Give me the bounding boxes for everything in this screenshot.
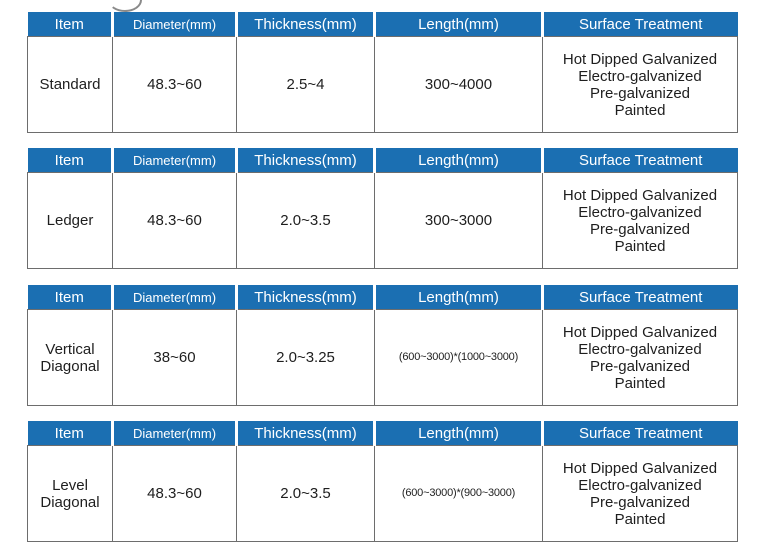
treatment-line: Electro-galvanized bbox=[578, 476, 702, 494]
item-cell bbox=[28, 310, 113, 406]
spec-table-vertical-diagonal bbox=[27, 285, 738, 406]
item-line: Diagonal bbox=[40, 357, 100, 375]
table-row bbox=[28, 37, 738, 133]
thickness-cell: 2.0~3.25 bbox=[237, 310, 375, 406]
header-length: Length(mm) bbox=[375, 148, 543, 173]
header-thickness: Thickness(mm) bbox=[237, 421, 375, 446]
spec-table-standard bbox=[27, 12, 738, 133]
item-line: Vertical bbox=[45, 340, 95, 358]
table-header-row bbox=[28, 148, 738, 173]
treatment-line: Pre-galvanized bbox=[589, 84, 691, 102]
diameter-cell: 48.3~60 bbox=[113, 446, 237, 542]
treatment-line: Painted bbox=[614, 237, 666, 255]
diameter-cell: 48.3~60 bbox=[113, 173, 237, 269]
thickness-cell: 2.5~4 bbox=[237, 37, 375, 133]
header-surface-treatment: Surface Treatment bbox=[543, 421, 738, 446]
table-row bbox=[28, 446, 738, 542]
header-length: Length(mm) bbox=[375, 12, 543, 37]
treatment-line: Pre-galvanized bbox=[589, 493, 691, 511]
thickness-cell: 2.0~3.5 bbox=[237, 446, 375, 542]
header-thickness: Thickness(mm) bbox=[237, 12, 375, 37]
surface-treatment-cell bbox=[543, 446, 738, 542]
table-header-row bbox=[28, 12, 738, 37]
header-thickness: Thickness(mm) bbox=[237, 148, 375, 173]
header-item: Item bbox=[28, 285, 113, 310]
treatment-line: Electro-galvanized bbox=[578, 340, 702, 358]
treatment-line: Painted bbox=[614, 374, 666, 392]
surface-treatment-cell bbox=[543, 37, 738, 133]
treatment-line: Hot Dipped Galvanized bbox=[562, 323, 718, 341]
header-item: Item bbox=[28, 421, 113, 446]
header-diameter: Diameter(mm) bbox=[113, 12, 237, 37]
length-cell: (600~3000)*(900~3000) bbox=[375, 446, 543, 542]
item-cell: Ledger bbox=[28, 173, 113, 269]
table-row bbox=[28, 310, 738, 406]
header-surface-treatment: Surface Treatment bbox=[543, 12, 738, 37]
treatment-line: Pre-galvanized bbox=[589, 220, 691, 238]
treatment-line: Painted bbox=[614, 510, 666, 528]
length-cell: 300~3000 bbox=[375, 173, 543, 269]
decorative-arc bbox=[108, 0, 142, 12]
item-line: Diagonal bbox=[40, 493, 100, 511]
length-cell: 300~4000 bbox=[375, 37, 543, 133]
treatment-line: Electro-galvanized bbox=[578, 203, 702, 221]
treatment-line: Painted bbox=[614, 101, 666, 119]
header-diameter: Diameter(mm) bbox=[113, 148, 237, 173]
diameter-cell: 48.3~60 bbox=[113, 37, 237, 133]
treatment-line: Hot Dipped Galvanized bbox=[562, 186, 718, 204]
surface-treatment-cell bbox=[543, 173, 738, 269]
header-item: Item bbox=[28, 12, 113, 37]
header-length: Length(mm) bbox=[375, 421, 543, 446]
spec-table-ledger bbox=[27, 148, 738, 269]
item-line: Level bbox=[52, 476, 88, 494]
header-thickness: Thickness(mm) bbox=[237, 285, 375, 310]
treatment-line: Hot Dipped Galvanized bbox=[562, 50, 718, 68]
header-length: Length(mm) bbox=[375, 285, 543, 310]
length-cell: (600~3000)*(1000~3000) bbox=[375, 310, 543, 406]
header-item: Item bbox=[28, 148, 113, 173]
item-cell: Standard bbox=[28, 37, 113, 133]
header-diameter: Diameter(mm) bbox=[113, 421, 237, 446]
spec-table-level-diagonal bbox=[27, 421, 738, 542]
treatment-line: Electro-galvanized bbox=[578, 67, 702, 85]
table-header-row bbox=[28, 421, 738, 446]
treatment-line: Hot Dipped Galvanized bbox=[562, 459, 718, 477]
table-row bbox=[28, 173, 738, 269]
diameter-cell: 38~60 bbox=[113, 310, 237, 406]
table-header-row bbox=[28, 285, 738, 310]
treatment-line: Pre-galvanized bbox=[589, 357, 691, 375]
surface-treatment-cell bbox=[543, 310, 738, 406]
header-surface-treatment: Surface Treatment bbox=[543, 285, 738, 310]
thickness-cell: 2.0~3.5 bbox=[237, 173, 375, 269]
header-surface-treatment: Surface Treatment bbox=[543, 148, 738, 173]
header-diameter: Diameter(mm) bbox=[113, 285, 237, 310]
item-cell bbox=[28, 446, 113, 542]
